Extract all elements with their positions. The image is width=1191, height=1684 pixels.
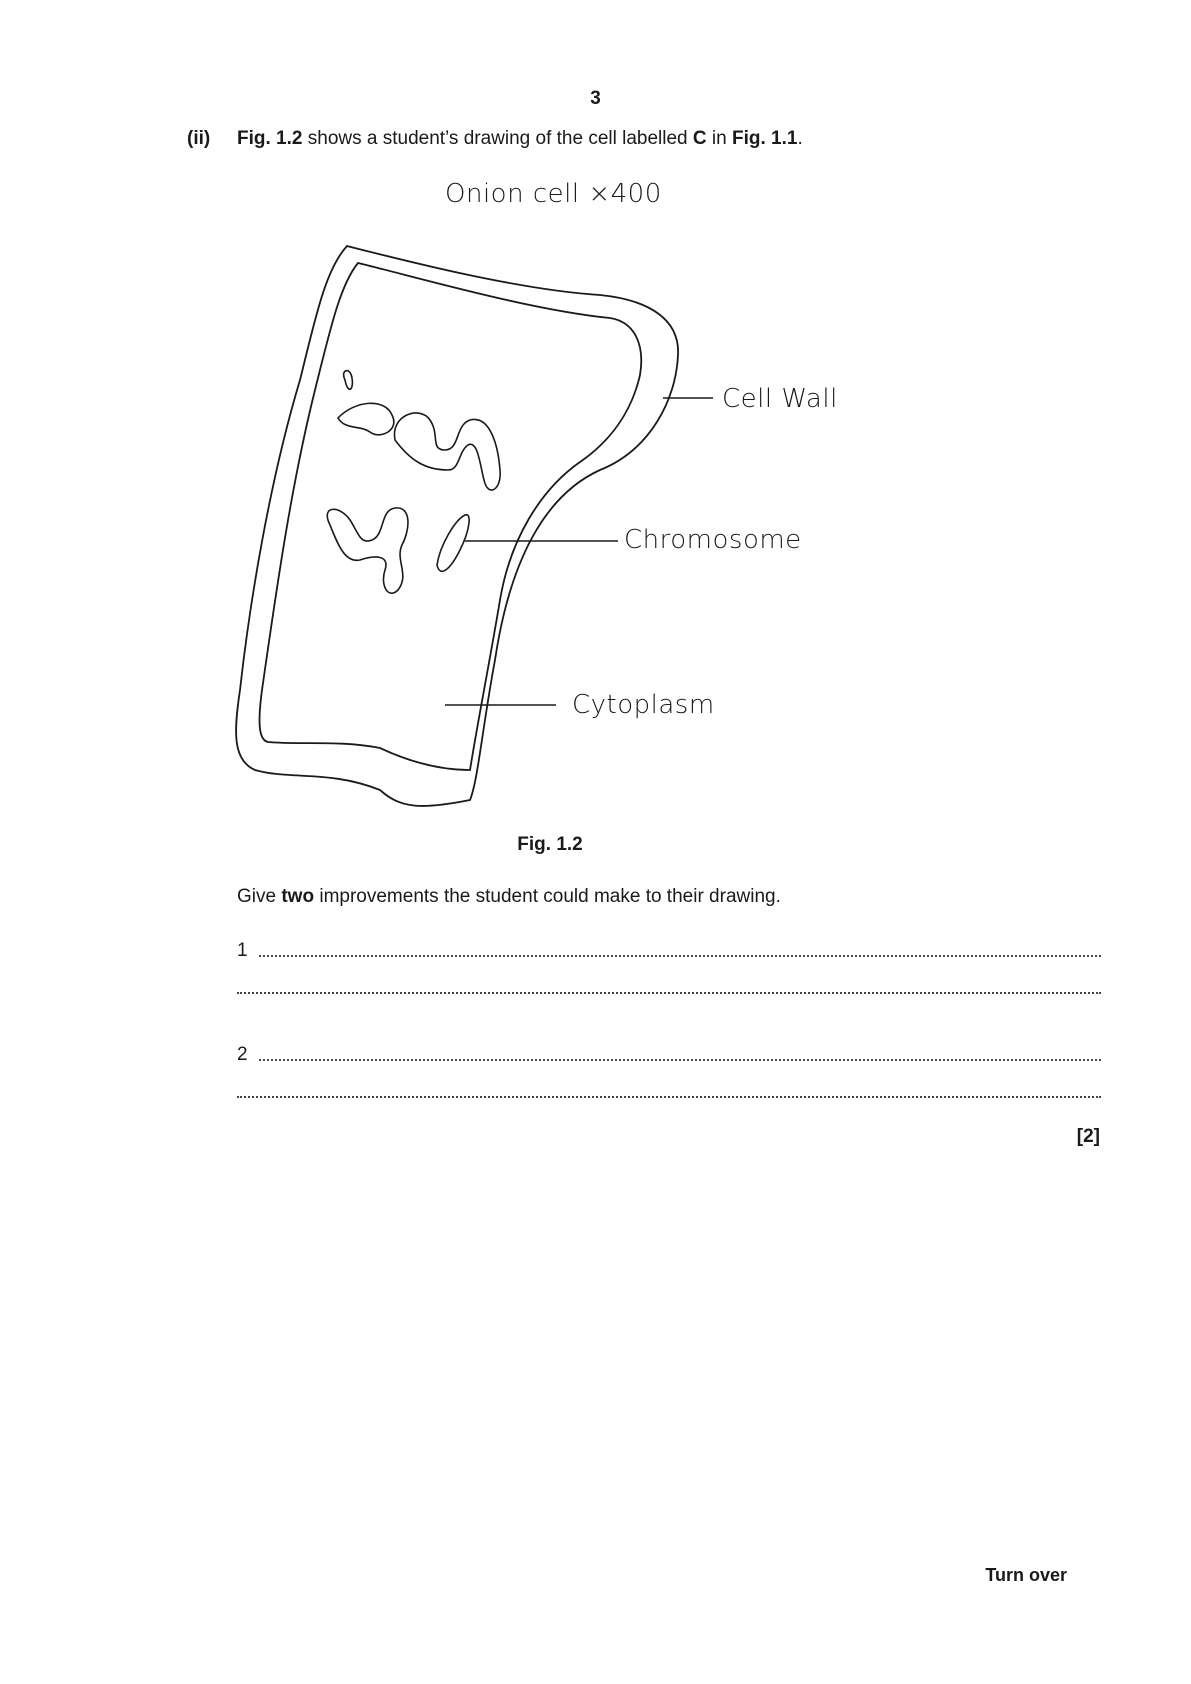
answer-line-2-continuation[interactable] — [237, 1094, 1101, 1103]
handwritten-title: Onion cell ×400 — [445, 179, 662, 209]
cell-wall-inner — [260, 263, 642, 770]
dotted-answer-line — [237, 1094, 1101, 1098]
question-intro — [237, 128, 803, 150]
dotted-answer-line — [259, 1057, 1101, 1061]
cytoplasm-label: Cytoplasm — [572, 690, 715, 720]
chromosome-label: Chromosome — [624, 525, 802, 555]
fig-reference: Fig. 1.2 — [237, 128, 303, 149]
intro-text: in — [706, 128, 732, 149]
answer-line-1[interactable] — [237, 940, 1101, 962]
chromosome-shape — [437, 515, 469, 572]
chromosome-shape — [327, 508, 408, 593]
figure-caption: Fig. 1.2 — [517, 834, 583, 855]
answer-number: 1 — [237, 940, 248, 961]
answer-line-2[interactable] — [237, 1044, 1101, 1066]
turn-over-footer: Turn over — [985, 1565, 1067, 1585]
question-prompt — [237, 886, 781, 908]
chromosome-shape — [394, 413, 500, 490]
page-number: 3 — [590, 88, 601, 109]
cell-wall-label: Cell Wall — [722, 384, 838, 414]
cell-wall-outer — [236, 246, 678, 806]
answer-number: 2 — [237, 1044, 248, 1065]
chromosome-shape — [338, 403, 394, 435]
cell-label-reference: C — [692, 128, 707, 149]
prompt-text: improvements the student could make to their drawing. — [314, 886, 781, 907]
prompt-text: Give — [237, 886, 282, 907]
fig-reference: Fig. 1.1 — [732, 128, 798, 149]
answer-line-1-continuation[interactable] — [237, 990, 1101, 999]
prompt-emphasis: two — [281, 886, 315, 907]
chromosome-shape — [344, 371, 353, 390]
question-part-label: (ii) — [187, 128, 211, 149]
intro-text: . — [797, 128, 803, 149]
marks-allocation: [2] — [1076, 1126, 1100, 1147]
intro-text: shows a student’s drawing of the cell labelled — [302, 128, 693, 149]
dotted-answer-line — [259, 953, 1101, 957]
dotted-answer-line — [237, 990, 1101, 994]
